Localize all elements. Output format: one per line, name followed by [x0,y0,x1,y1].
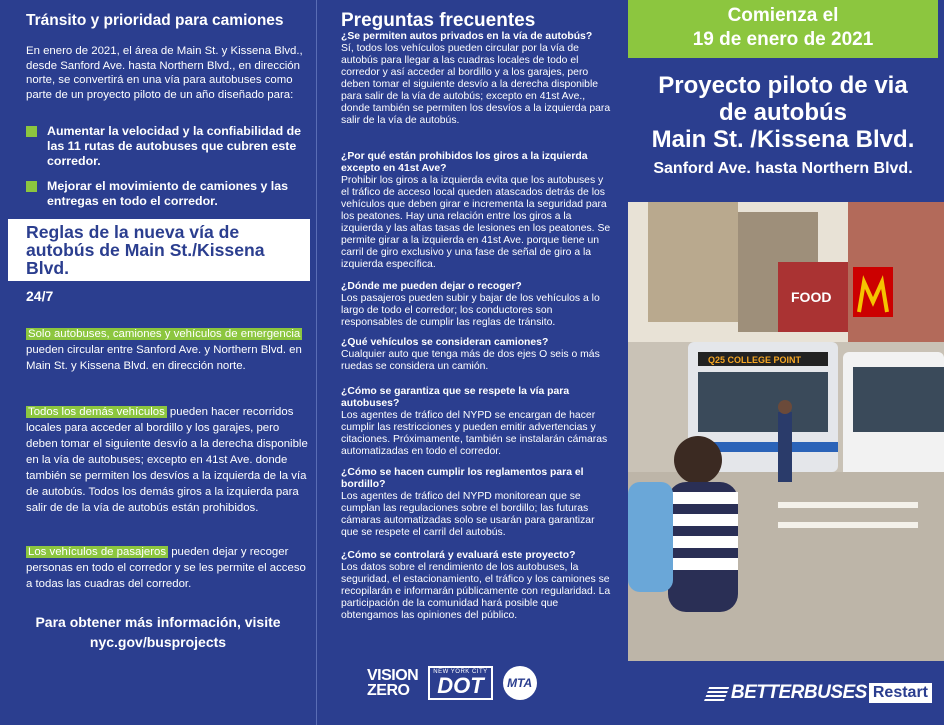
faq-item [341,467,613,539]
faq-answer: Los agentes de tráfico del NYPD se encargan de hacer cumplir las restricciones y pueden emitir advertencias y citaciones. Próximamente, también se instalarán cámaras automatizadas en todo el corredor. [341,410,608,457]
street-photo [628,202,944,661]
intro-paragraph: En enero de 2021, el área de Main St. y Kissena Blvd., desde Sanford Ave. hasta Northern Blvd., en dirección norte, se convertirá en una vía para autobuses como parte de un proyecto piloto de un año diseñado para: [26,45,303,101]
faq-question: ¿Cómo se garantiza que se respete la vía para autobuses? [341,386,570,409]
bullet-text: Mejorar el movimiento de camiones y las entregas en todo el corredor. [47,179,289,208]
faq-panel [316,0,622,725]
faq-question: ¿Cómo se hacen cumplir los reglamentos para el bordillo? [341,467,584,490]
more-info-url[interactable]: nyc.gov/busprojects [89,634,227,650]
street-photo-illustration [628,202,944,661]
rules-title: Reglas de la nueva vía de autobús de Main St./Kissena Blvd. [8,219,310,281]
transit-heading: Tránsito y prioridad para camiones [26,12,284,29]
faq-item [341,151,613,271]
rule-2-highlight: Todos los demás vehículos [28,406,165,418]
faq-answer: Sí, todos los vehículos pueden circular por la vía de autobús para llegar a las cuadras locales de todo el corredor y así acceder al bordillo y a los garajes, pero deben tomar el siguiente desvío a la derecha disponible para salir de la vía de autobús; excepto en 41st Ave., donde también se permiten los desvíos a la izquierda para salir de la vía de autobús. [341,43,611,126]
rule-1-highlight: Solo autobuses, camiones y vehículos de emergencia [28,328,301,340]
more-info-text: Para obtener más información, visite [35,614,281,630]
left-panel [0,0,316,725]
faq-title: Preguntas frecuentes [341,10,536,31]
faq-question: ¿Se permiten autos privados en la vía de autobús? [341,31,593,42]
rule-2 [26,404,312,516]
vision-text: VISION [367,667,419,684]
faq-question: ¿Cómo se controlará y evaluará este proyecto? [341,550,576,561]
rule-2-text: pueden hacer recorridos locales para acceder al bordillo y los garajes, pero deben tomar el siguiente desvío a la derecha disponible en la vía de autobuses; excepto en 41st Ave. donde también se permiten los desvíos a la izquierda de la vía de autobús. Todos los demás giros a la izquierda para salir de de la vía de autobús están prohibidos. [26,406,308,514]
title-line-1: Proyecto piloto de via [658,72,908,99]
rule-1 [26,326,310,374]
better-buses-text: BETTERBUSES [730,682,867,703]
start-line-2: 19 de enero de 2021 [692,29,874,50]
rule-3-text: pueden dejar y recoger personas en todo el corredor y se les permite el acceso a todas las cuadras del corredor. [26,546,306,590]
faq-item [341,337,613,373]
rule-3-highlight: Los vehículos de pasajeros [28,546,167,558]
mta-logo: MTA [503,666,537,700]
faq-item [341,31,613,127]
green-square-icon [26,126,37,137]
rule-1-text: pueden circular entre Sanford Ave. y Northern Blvd. en Main St. y Kissena Blvd. en dirección norte. [26,344,302,372]
restart-badge: Restart [869,683,932,703]
faq-answer: Los datos sobre el rendimiento de los autobuses, la seguridad, el estacionamiento, el tráfico y los camiones se recopilarán e informarán públicamente con regularidad. La participación de la comunidad hará posible que obtengamos las opiniones del público. [341,562,611,621]
dot-text: DOT [437,673,484,698]
bullet-text: Aumentar la velocidad y la confiabilidad de las 11 rutas de autobuses que cubren este corredor. [47,124,302,168]
nyc-dot-logo [428,666,492,700]
title-line-2: de autobús [718,99,847,126]
zero-text: ZERO [367,682,410,699]
start-line-1: Comienza el [727,5,839,26]
cover-panel [622,0,944,725]
faq-item [341,281,613,329]
vision-zero-logo [367,668,418,698]
start-date-banner [628,0,938,58]
bus-sign-text: Q25 COLLEGE POINT [708,355,802,365]
better-buses-logo [707,682,932,704]
bullet-item [26,124,306,169]
hours-label: 24/7 [26,288,54,304]
faq-answer: Prohibir los giros a la izquierda evita que los autobuses y el tráfico de acceso local queden atascados detrás de los vehículos que deben girar e incrementa la seguridad para los peatones. Hay una relación entre los giros a la izquierda y las altas tasas de lesiones en los peatones. Se permite girar a la izquierda en 41st Ave. porque tiene un carril de giro exclusivo y una fase de señal de giro a la izquierda específica. [341,175,611,270]
speed-lines-icon [704,685,730,701]
nyc-text: NEW YORK CITY [433,669,488,675]
title-line-3: Main St. /Kissena Blvd. [651,126,915,153]
faq-question: ¿Por qué están prohibidos los giros a la izquierda excepto en 41st Ave? [341,151,588,174]
faq-item [341,386,613,458]
faq-answer: Cualquier auto que tenga más de dos ejes O seis o más ruedas se considera un camión. [341,349,600,372]
more-info [0,612,316,652]
faq-answer: Los pasajeros pueden subir y bajar de los vehículos a lo largo de todo el corredor; los conductores son responsables de cumplir las reglas de tránsito. [341,293,600,328]
faq-answer: Los agentes de tráfico del NYPD monitorean que se cumplan las regulaciones sobre el bordillo; las futuras cámaras automatizadas solo se usarán para garantizar que se respete el carril del autobús. [341,491,595,538]
faq-question: ¿Qué vehículos se consideran camiones? [341,337,549,348]
faq-question: ¿Dónde me pueden dejar o recoger? [341,281,522,292]
project-subtitle: Sanford Ave. hasta Northern Blvd. [653,160,913,177]
rule-3 [26,544,312,592]
faq-item [341,550,613,622]
partner-logos [367,666,537,700]
project-title [628,72,938,153]
bullet-item [26,179,306,209]
store-sign-text: FOOD [791,289,832,305]
green-square-icon [26,181,37,192]
